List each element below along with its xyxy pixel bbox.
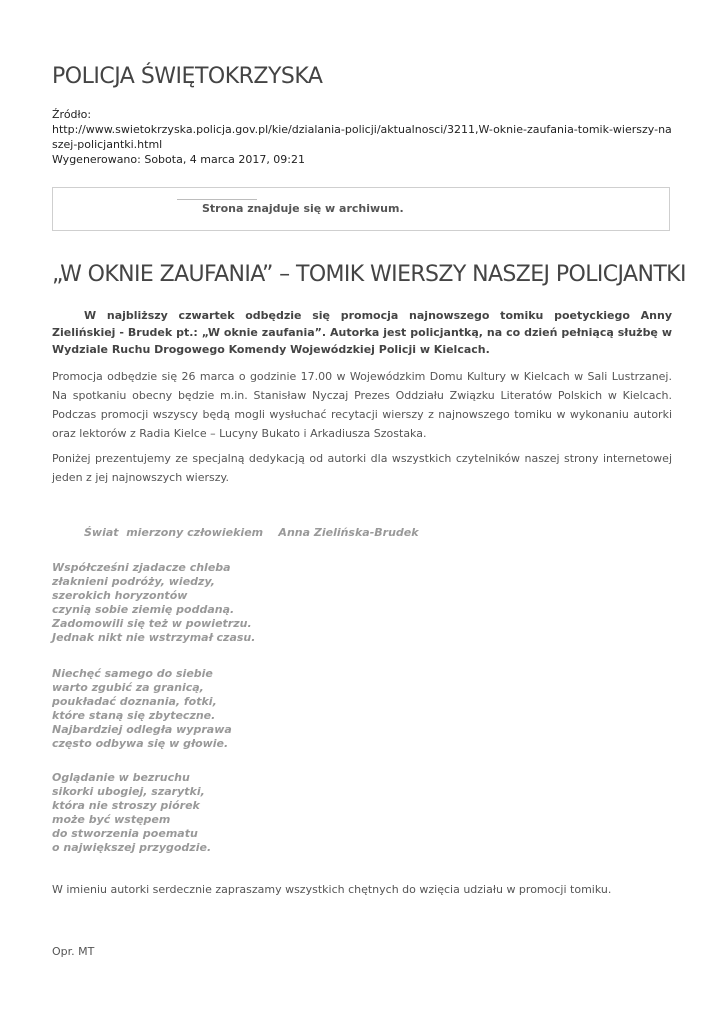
article-title: „W OKNIE ZAUFANIA” – TOMIK WIERSZY NASZEJ POLICJANTKI (52, 262, 686, 287)
article-lead: W najbliższy czwartek odbędzie się promocja najnowszego tomiku poetyckiego Anny Zielińskiej - Brudek pt.: „W oknie zaufania”. Autorka jest policjantką, na co dzień pełniącą służbę w Wydziale Ruchu Drogowego Komendy Wojewódzkiej Policji w Kielcach. (52, 309, 672, 356)
site-title: POLICJA ŚWIĘTOKRZYSKA (52, 64, 323, 89)
poem-line: które staną się zbyteczne. (52, 709, 216, 722)
poem-stanza-2 (52, 667, 232, 751)
poem-line: czynią sobie ziemię poddaną. (52, 603, 235, 616)
poem-line: do stworzenia poematu (52, 827, 198, 840)
poem-stanza-3 (52, 771, 211, 855)
source-url: http://www.swietokrzyska.policja.gov.pl/kie/dzialania-policji/aktualnosci/3211,W-oknie-zaufania-tomik-wierszy-naszej-policjantki.html (52, 123, 672, 151)
poem-line: często odbywa się w głowie. (52, 737, 229, 750)
article-author: Opr. MT (52, 945, 95, 958)
poem-stanza-1 (52, 561, 255, 645)
poem-header: Świat mierzony człowiekiem Anna Zielińska-Brudek (84, 526, 419, 539)
poem-line: która nie stroszy piórek (52, 799, 200, 812)
poem-line: Jednak nikt nie wstrzymał czasu. (52, 631, 256, 644)
archive-divider (177, 199, 257, 200)
poem-line: Niechęć samego do siebie (52, 667, 213, 680)
article-closing: W imieniu autorki serdecznie zapraszamy wszystkich chętnych do wzięcia udziału w promocji tomiku. (52, 883, 612, 896)
generated-date: Wygenerowano: Sobota, 4 marca 2017, 09:21 (52, 153, 306, 166)
source-label: Źródło: (52, 108, 92, 121)
poem-line: o największej przygodzie. (52, 841, 212, 854)
archive-notice-box (52, 187, 670, 231)
poem-line: warto zgubić za granicą, (52, 681, 204, 694)
poem-line: Zadomowili się też w powietrzu. (52, 617, 252, 630)
archive-notice: Strona znajduje się w archiwum. (202, 202, 404, 215)
poem-line: Najbardziej odległa wyprawa (52, 723, 232, 736)
poem-line: może być wstępem (52, 813, 171, 826)
poem-line: szerokich horyzontów (52, 589, 188, 602)
poem-line: poukładać doznania, fotki, (52, 695, 217, 708)
article-paragraph-2: Poniżej prezentujemy ze specjalną dedykacją od autorki dla wszystkich czytelników naszej strony internetowej jeden z jej najnowszych wierszy. (52, 452, 672, 484)
poem-line: złaknieni podróży, wiedzy, (52, 575, 215, 588)
article-paragraph-1: Promocja odbędzie się 26 marca o godzinie 17.00 w Wojewódzkim Domu Kultury w Kielcach w Sali Lustrzanej. Na spotkaniu obecny będzie m.in. Stanisław Nyczaj Prezes Oddziału Związku Literatów Polskich w Kielcach. Podczas promocji wszyscy będą mogli wysłuchać recytacji wierszy z najnowszego tomiku w wykonaniu autorki oraz lektorów z Radia Kielce – Lucyny Bukato i Arkadiusza Szostaka. (52, 370, 672, 440)
poem-line: Współcześni zjadacze chleba (52, 561, 231, 574)
poem-line: sikorki ubogiej, szarytki, (52, 785, 205, 798)
poem-line: Oglądanie w bezruchu (52, 771, 190, 784)
document-meta (52, 107, 674, 167)
